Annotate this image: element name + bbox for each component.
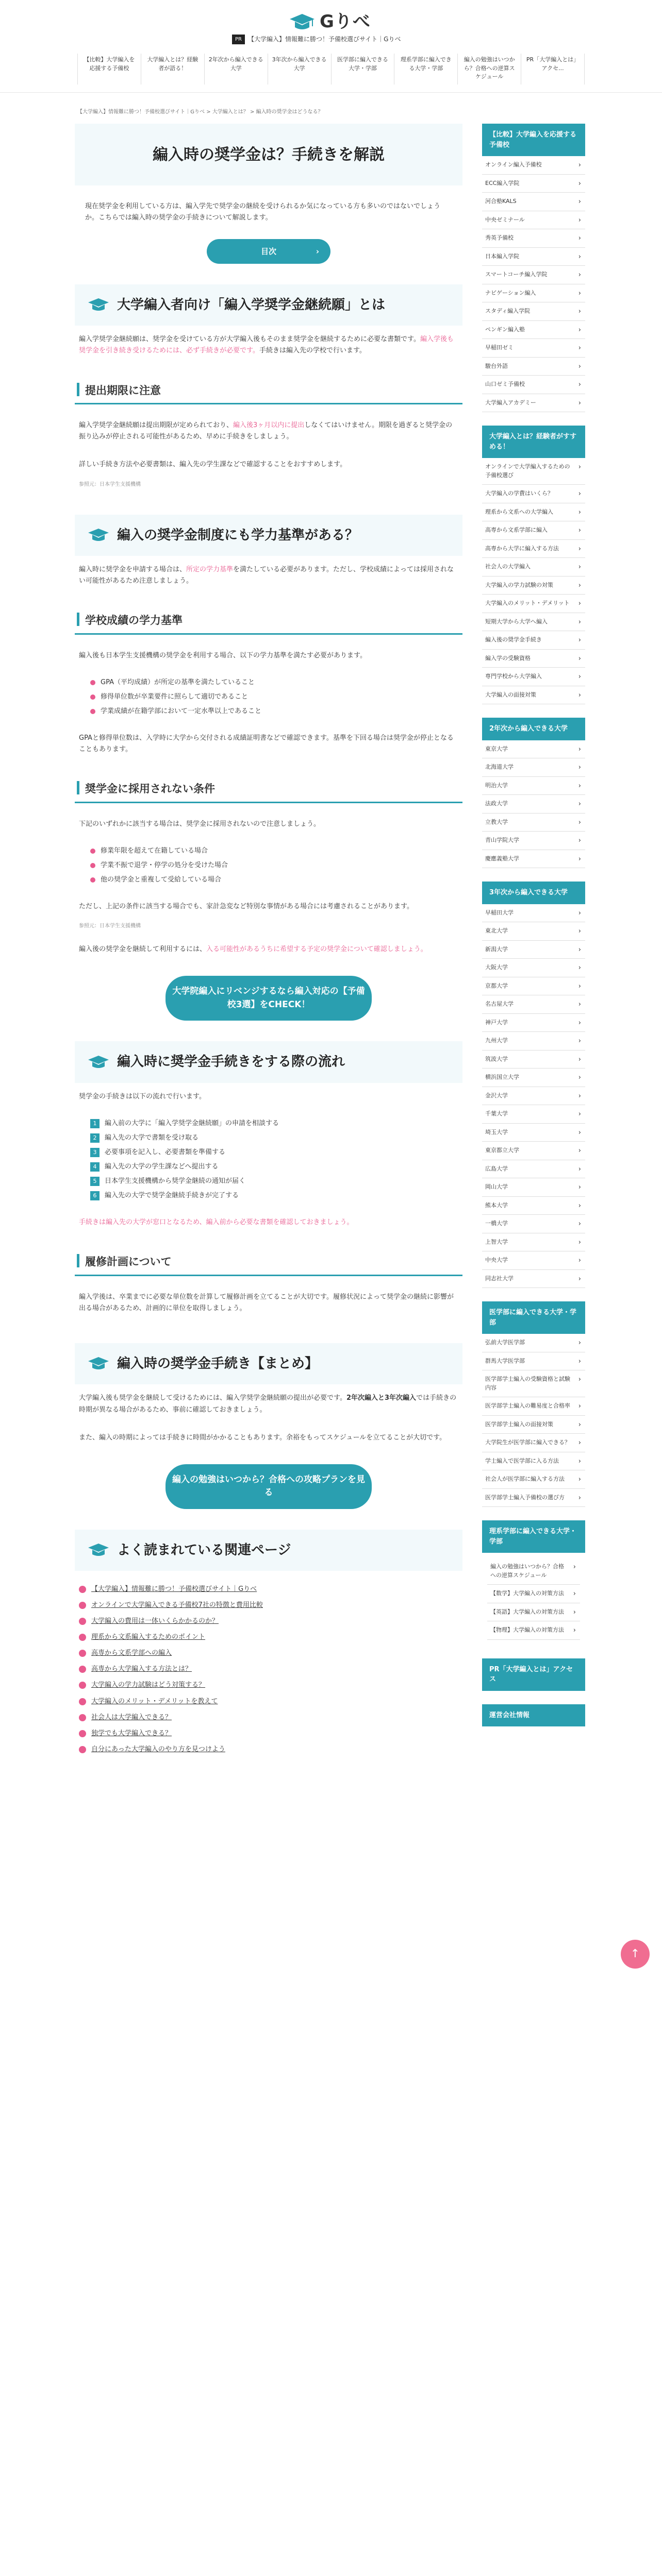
sidebar-heading[interactable]: PR「大学編入とは」アクセス [482, 1658, 585, 1691]
sidebar-item[interactable]: 医学部学士編入の難易度と合格率 › [482, 1397, 585, 1416]
sidebar-item[interactable]: 法政大学 › [482, 795, 585, 814]
related-link[interactable]: 高専から大学編入する方法とは？ [79, 1664, 458, 1675]
list-item: 学業不振で退学・停学の処分を受けた場合 [90, 860, 447, 871]
sidebar-list [482, 458, 585, 704]
sidebar-box [482, 1553, 585, 1645]
sidebar-item[interactable]: 高専から大学に編入する方法 › [482, 540, 585, 558]
step-text: 編入先の大学の学生課などへ提出する [105, 1162, 219, 1171]
paragraph: 奨学金の手続きは以下の流れで行います。 [79, 1092, 206, 1100]
nav-item[interactable]: 2年次から編入できる大学 [204, 54, 268, 84]
text: 手続きは編入先の学校で行います。 [259, 347, 366, 355]
sidebar-item[interactable]: 立教大学 › [482, 814, 585, 832]
back-to-top-button[interactable] [621, 1940, 650, 1969]
sidebar-item[interactable]: 【数学】大学編入の対策方法 › [487, 1585, 580, 1603]
sidebar-item[interactable]: 大学編入のメリット・デメリット › [482, 595, 585, 613]
step-number: 1 [90, 1119, 100, 1128]
sidebar-item[interactable]: 北海道大学 › [482, 758, 585, 777]
sidebar-item[interactable]: 早稲田ゼミ › [482, 339, 585, 358]
section-heading [75, 284, 462, 326]
nav-item[interactable]: 理系学部に編入できる大学・学部 [394, 54, 457, 84]
step-number: 4 [90, 1162, 100, 1172]
list-item: 修業年限を超えて在籍している場合 [90, 845, 447, 857]
list-item: 修得単位数が卒業要件に照らして適切であること [90, 691, 447, 703]
sidebar-heading[interactable]: 大学編入とは？経験者がすすめる！ [482, 426, 585, 458]
main-content [75, 124, 462, 1768]
source-note[interactable]: 参照元：日本学生支援機構 [79, 481, 141, 487]
paragraph: また、編入の時期によっては手続きに時間がかかることもあります。余裕をもってスケジュールを立てることが大切です。 [79, 1433, 446, 1442]
sidebar-item[interactable]: 九州大学 › [482, 1032, 585, 1050]
step-number: 2 [90, 1133, 100, 1143]
section-title: 編入時に奨学金手続きをする際の流れ [117, 1054, 345, 1070]
paragraph: 編入学後は、卒業までに必要な単位数を計算して履修計画を立てることが大切です。履修状況によって奨学金の継続に影響が出る場合があるため、計画的に単位を取得しましょう。 [79, 1293, 454, 1313]
list-item: 他の奨学金と重複して受給している場合 [90, 874, 447, 886]
sidebar-item[interactable]: 高専から文系学部に編入 › [482, 521, 585, 540]
nav-item[interactable]: 3年次から編入できる大学 [268, 54, 331, 84]
paragraph [75, 936, 462, 963]
sidebar-item[interactable]: 大学編入の面接対策 › [482, 686, 585, 705]
paragraph [75, 412, 462, 451]
subsection-heading: 提出期限に注意 [75, 379, 462, 405]
step-number: 6 [90, 1191, 100, 1200]
paragraph: 詳しい手続き方法や必要書類は、編入先の学生課などで確認することをおすすめします。 [79, 461, 347, 469]
sidebar-item[interactable]: 神戸大学 › [482, 1014, 585, 1032]
tagline-text: 【大学編入】情報難に勝つ！予備校選びサイト｜Gりべ [247, 36, 401, 43]
text: しなくてはいけません。期限を過ぎると奨学金の振り込みが停止される可能性があるため、早めに手続きをしましょう。 [79, 421, 453, 441]
sidebar-item[interactable]: 群馬大学医学部 › [482, 1352, 585, 1371]
related-link[interactable]: 自分にあった大学編入のやり方を見つけよう [79, 1744, 458, 1755]
sidebar-item[interactable]: 上智大学 › [482, 1233, 585, 1252]
related-link[interactable]: 【大学編入】情報難に勝つ！予備校選びサイト｜Gりべ [79, 1584, 458, 1595]
section-title: 編入の奨学金制度にも学力基準がある？ [117, 527, 359, 543]
sidebar-item[interactable]: 専門学校から大学編入 › [482, 668, 585, 686]
nav-item[interactable]: 【比較】大学編入を応援する予備校 [77, 54, 141, 84]
section-title: 大学編入者向け「編入学奨学金継続願」とは [117, 297, 386, 313]
graduation-cap-icon [87, 1356, 110, 1371]
sidebar-item[interactable]: ナビゲーション編入 › [482, 284, 585, 303]
sidebar-item[interactable]: 広島大学 › [482, 1160, 585, 1179]
sidebar-item[interactable]: 新潟大学 › [482, 941, 585, 959]
section-heading [75, 1041, 462, 1082]
sidebar-heading[interactable]: 運営会社情報 [482, 1704, 585, 1727]
paragraph [75, 1384, 462, 1423]
sidebar-item[interactable]: 医学部学士編入の面接対策 › [482, 1416, 585, 1434]
page-title: 編入時の奨学金は？手続きを解説 [75, 124, 462, 185]
sidebar-item[interactable]: 大学院生が医学部に編入できる？ › [482, 1434, 585, 1452]
step-number: 3 [90, 1148, 100, 1157]
sidebar-item[interactable]: 明治大学 › [482, 777, 585, 795]
sidebar-item[interactable]: 大学編入の学費はいくら？ › [482, 485, 585, 503]
step-text: 編入先の大学で書類を受け取る [105, 1133, 199, 1142]
sidebar-item[interactable]: 社会人が医学部に編入する方法 › [482, 1470, 585, 1489]
step-text: 日本学生支援機構から奨学金継続の通知が届く [105, 1177, 246, 1185]
sidebar-heading[interactable]: 3年次から編入できる大学 [482, 882, 585, 904]
toc-button-label: 目次 [260, 247, 276, 257]
sidebar-item[interactable]: 編入後の奨学金手続き › [482, 631, 585, 650]
related-link[interactable]: 大学編入の学力試験はどう対策する？ [79, 1680, 458, 1691]
sidebar-list [482, 904, 585, 1289]
sidebar-item[interactable]: オンラインで大学編入するための予備校選び › [482, 458, 585, 485]
highlight-text: 所定の学力基準 [186, 565, 234, 573]
sidebar-item[interactable]: 河合塾KALS › [482, 193, 585, 211]
sidebar-item[interactable]: 早稲田大学 › [482, 904, 585, 923]
sidebar-heading[interactable]: 医学部に編入できる大学・学部 [482, 1301, 585, 1334]
site-logo[interactable] [289, 7, 371, 37]
paragraph: 下記のいずれかに該当する場合は、奨学金に採用されないので注意しましょう。 [79, 820, 321, 828]
global-nav [77, 54, 585, 84]
related-link[interactable]: 大学編入のメリット・デメリットを教えて [79, 1696, 458, 1707]
paragraph [75, 556, 462, 595]
step-item [90, 1147, 447, 1158]
paragraph: 編入後も日本学生支援機構の奨学金を利用する場合、以下の学力基準を満たす必要があります。 [79, 651, 367, 659]
sidebar-item[interactable]: 青山学院大学 › [482, 832, 585, 850]
subsection-heading: 学校成績の学力基準 [75, 608, 462, 635]
sidebar-heading[interactable]: 理系学部に編入できる大学・学部 [482, 1520, 585, 1553]
related-link[interactable]: 大学編入の費用は一体いくらかかるのか？ [79, 1616, 458, 1627]
text: 編入時に奨学金を申請する場合は、 [79, 565, 187, 573]
step-item [90, 1190, 447, 1201]
sidebar-item[interactable]: 医学部学士編入予備校の選び方 › [482, 1489, 585, 1507]
sidebar-item[interactable]: 駿台外語 › [482, 358, 585, 376]
sidebar-item[interactable]: 大学編入の学力試験の対策 › [482, 577, 585, 595]
step-text: 必要事項を記入し、必要書類を準備する [105, 1148, 226, 1156]
section-heading [75, 515, 462, 556]
nav-item[interactable]: PR「大学編入とは」アクセ... [521, 54, 585, 84]
sidebar-item[interactable]: 岡山大学 › [482, 1178, 585, 1197]
site-header [0, 0, 662, 93]
sidebar-item[interactable]: 熊本大学 › [482, 1197, 585, 1215]
sidebar-item[interactable]: 金沢大学 › [482, 1087, 585, 1106]
sidebar-item[interactable]: 中央ゼミナール › [482, 211, 585, 230]
section-title: 編入時の奨学金手続き【まとめ】 [117, 1356, 319, 1372]
logo-text: Gりべ [320, 11, 371, 32]
sidebar-item[interactable]: 東京大学 › [482, 740, 585, 759]
cta-button-prep-schools[interactable]: 大学院編入にリベンジするなら編入対応の【予備校3選】をCHECK！ [166, 976, 372, 1021]
sidebar-item[interactable]: 弘前大学医学部 › [482, 1334, 585, 1352]
subsection-heading: 履修計画について [75, 1250, 462, 1276]
sidebar-item[interactable]: 【物理】大学編入の対策方法 › [487, 1621, 580, 1640]
graduation-cap-icon [289, 12, 316, 32]
cta-button-study-plan[interactable]: 編入の勉強はいつから？合格への攻略プランを見る [166, 1464, 372, 1509]
highlight-paragraph: 手続きは編入先の大学が窓口となるため、編入前から必要な書類を確認しておきましょう。 [79, 1218, 354, 1227]
sidebar-item[interactable]: 横浜国立大学 › [482, 1069, 585, 1087]
step-list [75, 1111, 462, 1209]
section-title: よく読まれている関連ページ [117, 1542, 291, 1558]
text: 編入学奨学金継続願は提出期限が定められており、 [79, 421, 234, 430]
sidebar-item[interactable]: 編入の勉強はいつから？合格への逆算スケジュール › [487, 1558, 580, 1585]
site-tagline [232, 34, 430, 44]
sidebar-item[interactable]: 大阪大学 › [482, 959, 585, 977]
section-heading [75, 1343, 462, 1384]
text: を満たしている必要があります。ただし、学校成績によっては採用されない可能性があるため注意しましょう。 [79, 565, 454, 585]
bullet-list [75, 670, 462, 724]
sidebar-item[interactable]: オンライン編入予備校 › [482, 156, 585, 175]
list-item: 学業成績が在籍学部において一定水準以上であること [90, 706, 447, 717]
nav-item[interactable]: 編入の勉強はいつから？合格への逆算スケジュール [457, 54, 521, 84]
related-link[interactable]: 高専から文系学部への編入 [79, 1648, 458, 1659]
nav-item[interactable]: 医学部に編入できる大学・学部 [331, 54, 394, 84]
sidebar-item[interactable]: 京都大学 › [482, 977, 585, 996]
step-item [90, 1118, 447, 1129]
step-item [90, 1132, 447, 1144]
sidebar-item[interactable]: 社会人の大学編入 › [482, 558, 585, 577]
related-link[interactable]: 独学でも大学編入できる？ [79, 1728, 458, 1739]
sidebar-item[interactable]: 名古屋大学 › [482, 995, 585, 1014]
sidebar-item[interactable]: スタディ編入学院 › [482, 302, 585, 321]
highlight-text: 入る可能性があるうちに希望する予定の奨学金について確認しましょう。 [206, 945, 427, 954]
bullet-list [75, 838, 462, 893]
arrow-right-icon: › [316, 247, 319, 257]
sidebar-item[interactable]: 中央大学 › [482, 1251, 585, 1270]
paragraph: GPAと修得単位数は、入学時に大学から交付される成績証明書などで確認できます。基準を下回る場合は奨学金が停止となることもあります。 [79, 734, 454, 754]
list-item: GPA（平均成績）が所定の基準を満たしていること [90, 677, 447, 688]
sidebar-list [482, 1334, 585, 1507]
sidebar-item[interactable]: ペンギン編入塾 › [482, 321, 585, 340]
sidebar-item[interactable]: 医学部学士編入の受験資格と試験内容 › [482, 1370, 585, 1397]
text: では手続きの時期が異なる場合があるため、事前に確認しておきましょう。 [79, 1394, 457, 1414]
highlight-text: 編入学後も奨学金を引き続き受けるためには、必ず手続きが必要です。 [79, 335, 454, 355]
toc-button[interactable] [207, 239, 330, 264]
sidebar-heading[interactable]: 【比較】大学編入を応援する予備校 [482, 124, 585, 156]
step-number: 5 [90, 1177, 100, 1186]
nav-item[interactable]: 大学編入とは？経験者が語る！ [141, 54, 204, 84]
text: 編入学奨学金継続願は、奨学金を受けている方が大学編入後もそのまま奨学金を継続するために必要な書類です。 [79, 335, 420, 344]
sidebar-item[interactable]: 理系から文系への大学編入 › [482, 503, 585, 522]
graduation-cap-icon [87, 297, 110, 313]
sidebar-list [482, 740, 585, 869]
arrow-up-icon: ↑ [630, 1947, 640, 1960]
text: 編入後の奨学金を継続して利用するには、 [79, 945, 207, 954]
sidebar-item[interactable]: 筑波大学 › [482, 1050, 585, 1069]
highlight-text: 編入後3ヶ月以内に提出 [233, 421, 305, 430]
sidebar-item[interactable]: 山口ゼミ予備校 › [482, 376, 585, 394]
sidebar-item[interactable]: 短期大学から大学へ編入 › [482, 613, 585, 632]
sidebar-item[interactable]: 同志社大学 › [482, 1270, 585, 1289]
step-item [90, 1161, 447, 1173]
sidebar-heading[interactable]: 2年次から編入できる大学 [482, 718, 585, 740]
graduation-cap-icon [87, 1055, 110, 1070]
step-text: 編入先の大学で奨学金継続手続きが完了する [105, 1192, 239, 1200]
paragraph: ただし、上記の条件に該当する場合でも、家計急変など特別な事情がある場合には考慮されることがあります。 [79, 903, 413, 911]
sidebar-item[interactable]: 慶應義塾大学 › [482, 850, 585, 869]
pr-badge: PR [232, 35, 245, 44]
related-link[interactable]: 社会人は大学編入できる？ [79, 1712, 458, 1723]
sidebar-item[interactable]: 編入学の受験資格 › [482, 650, 585, 668]
sidebar-item[interactable]: 秀英予備校 › [482, 229, 585, 248]
source-note[interactable]: 参照元：日本学生支援機構 [79, 923, 141, 929]
sidebar-item[interactable]: 千葉大学 › [482, 1105, 585, 1124]
sidebar-item[interactable]: 【英語】大学編入の対策方法 › [487, 1603, 580, 1622]
related-link[interactable]: 理系から文系編入するためのポイント [79, 1632, 458, 1643]
sidebar-item[interactable]: 大学編入アカデミー › [482, 394, 585, 413]
graduation-cap-icon [87, 528, 110, 543]
step-item [90, 1176, 447, 1187]
sidebar-item[interactable]: 埼玉大学 › [482, 1124, 585, 1142]
sidebar-item[interactable]: ECC編入学院 › [482, 175, 585, 193]
related-link[interactable]: オンラインで大学編入できる予備校7社の特徴と費用比較 [79, 1600, 458, 1611]
breadcrumb[interactable]: 【大学編入】情報難に勝つ！予備校選びサイト｜Gりべ > 大学編入とは？ > 編入時の奨学金はどうなる？ [77, 109, 323, 115]
sidebar-item[interactable]: 学士編入で医学部に入る方法 › [482, 1452, 585, 1471]
sidebar-item[interactable]: 東北大学 › [482, 922, 585, 941]
subsection-heading: 奨学金に採用されない条件 [75, 777, 462, 803]
bold-text: 2年次編入と3年次編入 [346, 1394, 417, 1402]
step-text: 編入前の大学に「編入学奨学金継続願」の申請を相談する [105, 1119, 279, 1127]
sidebar-item[interactable]: 東京都立大学 › [482, 1142, 585, 1160]
intro-text: 現在奨学金を利用している方は、編入学先で奨学金の継続を受けられるか気になっている方も多いのではないでしょうか。こちらでは編入時の奨学金の手続きについて解説します。 [85, 202, 441, 222]
related-links [75, 1571, 462, 1768]
sidebar-item[interactable]: 一橋大学 › [482, 1215, 585, 1233]
graduation-cap-icon [87, 1543, 110, 1558]
sidebar-item[interactable]: 日本編入学院 › [482, 248, 585, 266]
section-heading [75, 1530, 462, 1571]
sidebar-item[interactable]: スマートコーチ編入学院 › [482, 266, 585, 284]
sidebar [482, 124, 585, 1726]
text: 大学編入後も奨学金を継続して受けるためには、編入学奨学金継続願の提出が必要です。 [79, 1394, 346, 1402]
sidebar-list [482, 156, 585, 412]
paragraph [75, 326, 462, 365]
